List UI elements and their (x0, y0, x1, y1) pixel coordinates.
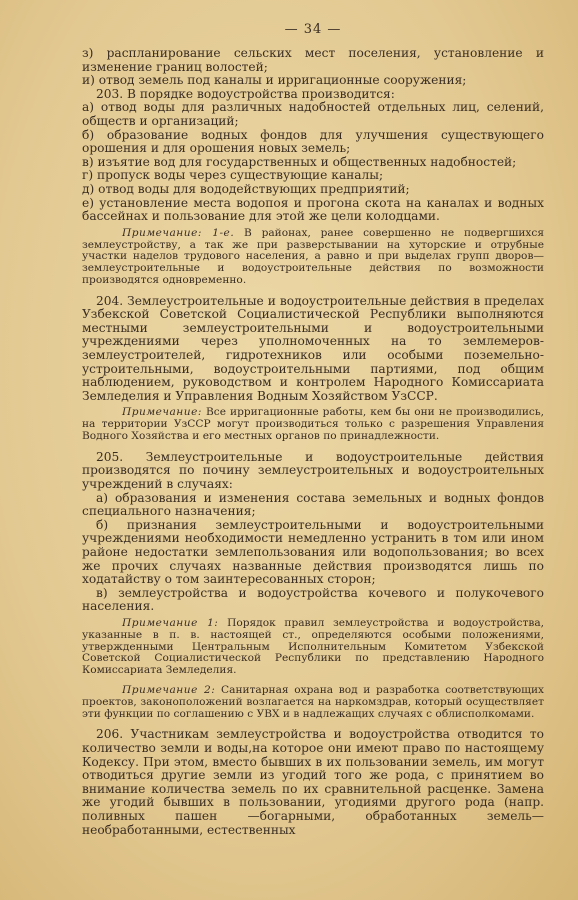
body-paragraph: 205. Землеустроительные и водоустроительные действия производятся по почину землеустроительных и водоустроительных учреждений в случаях: (82, 449, 544, 492)
footnote-paragraph (82, 618, 544, 677)
footnote-paragraph (82, 685, 544, 720)
footnote-text: В районах, ранее совершенно не подвергшихся землеустройству, а так же при разверстывании на хуторские и отрубные участки наделов трудового населения, а равно и при выделах групп дворов—землеустроительные и водоустроительные действия по возможности производятся одновременно. (82, 226, 545, 286)
body-paragraph: е) установление места водопоя и прогона скота на каналах и водных бассейнах и пользование для этой же цели колодцами. (82, 195, 544, 224)
footnote-text: Все ирригационные работы, кем бы они не производились, на территории УзССР могут производиться только с разрешения Управления Водного Хозяйства и его местных органов по принадлежности. (82, 406, 544, 443)
body-paragraph: з) распланирование сельских мест поселения, установление и изменение границ волостей; (82, 46, 544, 74)
footnote-label: Примечание: 1-е. (122, 226, 235, 239)
body-paragraph: 204. Землеустроительные и водоустроительные действия в пределах Узбекской Советской Социалистической Республики выполняются местными землеустроительными и водоустроительными учреждениями через уполномоченных на то землемеров-землеустроителей, гидротехников или особыми поземельно-устроительными, водоустроительными партиями, под общим наблюдением, руководством и контролем Народного Комиссариата Земледелия и Управления Водным Хозяйством УзССР. (82, 293, 544, 403)
body-paragraph: и) отвод земель под каналы и ирригационные сооружения; (82, 73, 467, 88)
body-paragraph: а) образования и изменения состава земельных и водных фондов специального назначения; (82, 490, 544, 519)
footnote-paragraph (82, 407, 544, 442)
body-paragraph: 203. В порядке водоустройства производится: (96, 86, 395, 101)
document-body (82, 47, 544, 837)
body-paragraph: в) землеустройства и водоустройства кочевого и полукочевого населения. (82, 585, 544, 614)
footnote-label: Примечание: (122, 406, 202, 419)
body-paragraph: г) пропуск воды через существующие каналы; (82, 168, 384, 183)
body-paragraph: 206. Участникам землеустройства и водоустройства отводится то количество земли и воды,на которое они имеют право по настоящему Кодексу. При этом, вместо бывших в их пользовании земель, им могут отводиться другие земли из угодий того же рода, с принятием во внимание количества земель по их сравнительной расценке. Замена же угодий бывших в пользовании, угодиями другого рода (напр. поливных пашен —богарными, обработанных земель—необработанными, естественных (82, 727, 544, 837)
footnote-text: Санитарная охрана вод и разработка соответствующих проектов, законоположений возлагается на наркомздрав, который осуществляет эти функции по соглашению с УВХ и в надлежащих случаях с облисполкомами. (82, 683, 544, 720)
footnote-text: Порядок правил землеустройства и водоустройства, указанные в п. в. настоящей ст., определяются особыми положениями, утвержденными Центральным Исполнительным Комитетом Узбекской Советской Социалистической Республики по представлению Народного Комиссариата Земледелия. (82, 616, 544, 677)
body-paragraph: б) образование водных фондов для улучшения существующего орошения и для орошения новых земель; (82, 127, 544, 156)
page-number: — 34 — (284, 22, 342, 37)
footnote-label: Примечание 1: (122, 616, 219, 629)
body-paragraph: в) изъятие вод для государственных и общественных надобностей; (82, 154, 517, 169)
body-paragraph: а) отвод воды для различных надобностей отдельных лиц, селений, обществ и организаций; (82, 100, 544, 128)
footnote-paragraph (82, 228, 544, 287)
body-paragraph: б) признания землеустроительными и водоустроительными учреждениями необходимости немедленно устранить в том или ином районе недостатки землепользования или водопользования; во всех же прочих случаях названные действия производятся лишь по ходатайству о том заинтересованных сторон; (82, 517, 544, 587)
body-paragraph: д) отвод воды для вододействующих предприятий; (82, 181, 410, 196)
footnote-label: Примечание 2: (122, 683, 216, 696)
